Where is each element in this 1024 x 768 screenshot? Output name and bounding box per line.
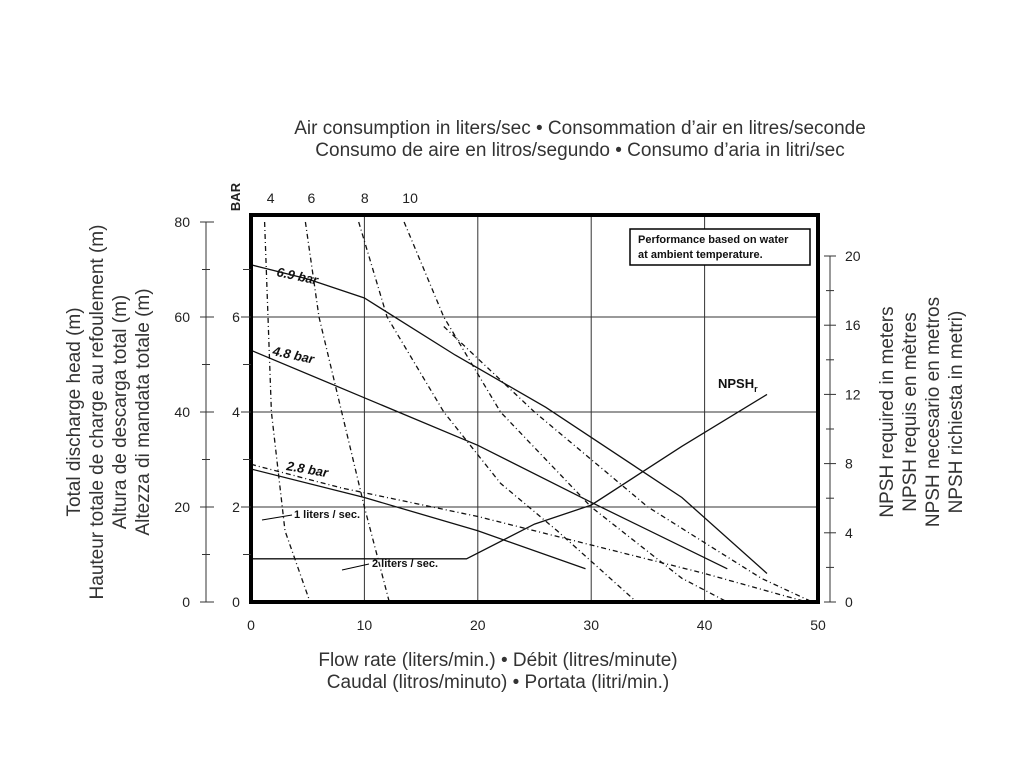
left-label-es: Altura de descarga total (m) [110, 294, 131, 530]
x-tick-label: 0 [247, 617, 255, 633]
air-axis-ticks [267, 190, 418, 206]
right-tick-label: 0 [845, 594, 853, 610]
air-tick-label: 6 [307, 190, 316, 206]
label-4-8-bar: 4.8 bar [271, 343, 316, 367]
air-tick-label: 8 [360, 190, 369, 206]
label-npsh-sub: r [754, 384, 758, 394]
left-tick-label: 60 [174, 309, 190, 325]
label-2-lps-leader [342, 564, 369, 570]
label-2-8-bar: 2.8 bar [285, 458, 330, 481]
top-title-line1: Air consumption in liters/sec • Consommation d’air en litres/seconde [294, 118, 866, 139]
right-tick-label: 16 [845, 317, 861, 334]
bottom-title-line2: Caudal (litros/minuto) • Portata (litri/min.) [326, 672, 670, 693]
top-title-line2: Consumo de aire en litros/segundo • Consumo d’aria in litri/sec [315, 140, 845, 161]
air-tick-label: 4 [266, 190, 275, 206]
bar-axis-label: BAR [228, 182, 243, 212]
right-tick-label: 20 [845, 248, 861, 264]
label-npsh [718, 376, 758, 394]
label-1-lps: 1 liters / sec. [294, 509, 361, 521]
right-tick-label: 12 [845, 386, 861, 403]
right-tick-label: 8 [845, 455, 853, 472]
right-label-it: NPSH richiesta in metri) [946, 310, 967, 514]
label-2-lps: 2 liters / sec. [372, 558, 439, 570]
left-axis-ticks [174, 214, 214, 610]
curve-4-8-bar [251, 350, 727, 569]
right-label-en: NPSH required in meters [877, 306, 898, 518]
right-tick-label: 4 [845, 524, 853, 541]
bar-axis-ticks [232, 270, 251, 611]
left-tick-label: 0 [182, 594, 190, 610]
note-line1: Performance based on water [638, 234, 789, 246]
note-line2: at ambient temperature. [638, 249, 763, 261]
x-tick-label: 40 [696, 617, 713, 633]
x-tick-label: 30 [583, 617, 599, 633]
right-label-es: NPSH necesario en metros [923, 296, 944, 528]
right-axis-ticks [824, 248, 861, 610]
air-tick-label: 10 [402, 190, 418, 206]
label-npsh-main: NPSH [718, 376, 755, 391]
label-1-lps-leader [262, 515, 292, 520]
bar-tick-label: 2 [232, 499, 240, 515]
x-axis-ticks [247, 617, 826, 633]
x-tick-label: 10 [356, 617, 373, 633]
bar-tick-label: 6 [232, 309, 240, 325]
curve-1-liters-sec- [251, 464, 807, 602]
x-tick-label: 50 [810, 617, 826, 633]
curve-npshr [251, 394, 767, 558]
curve-6-9-bar [251, 265, 767, 574]
bar-tick-label: 4 [232, 404, 240, 420]
left-label-fr: Hauteur totale de charge au refoulement (m) [87, 224, 108, 600]
label-6-9-bar: 6.9 bar [275, 264, 320, 288]
right-label-fr: NPSH requis en mètres [900, 312, 921, 512]
left-label-en: Total discharge head (m) [64, 307, 85, 517]
bar-tick-label: 0 [232, 594, 240, 610]
left-tick-label: 20 [174, 499, 190, 515]
left-tick-label: 40 [174, 404, 190, 420]
left-tick-label: 80 [174, 214, 190, 230]
x-tick-label: 20 [470, 617, 486, 633]
curve-2-liters-sec- [444, 327, 813, 603]
left-label-it: Altezza di mandata totale (m) [133, 288, 154, 536]
bottom-title-line1: Flow rate (liters/min.) • Débit (litres/minute) [318, 650, 678, 671]
